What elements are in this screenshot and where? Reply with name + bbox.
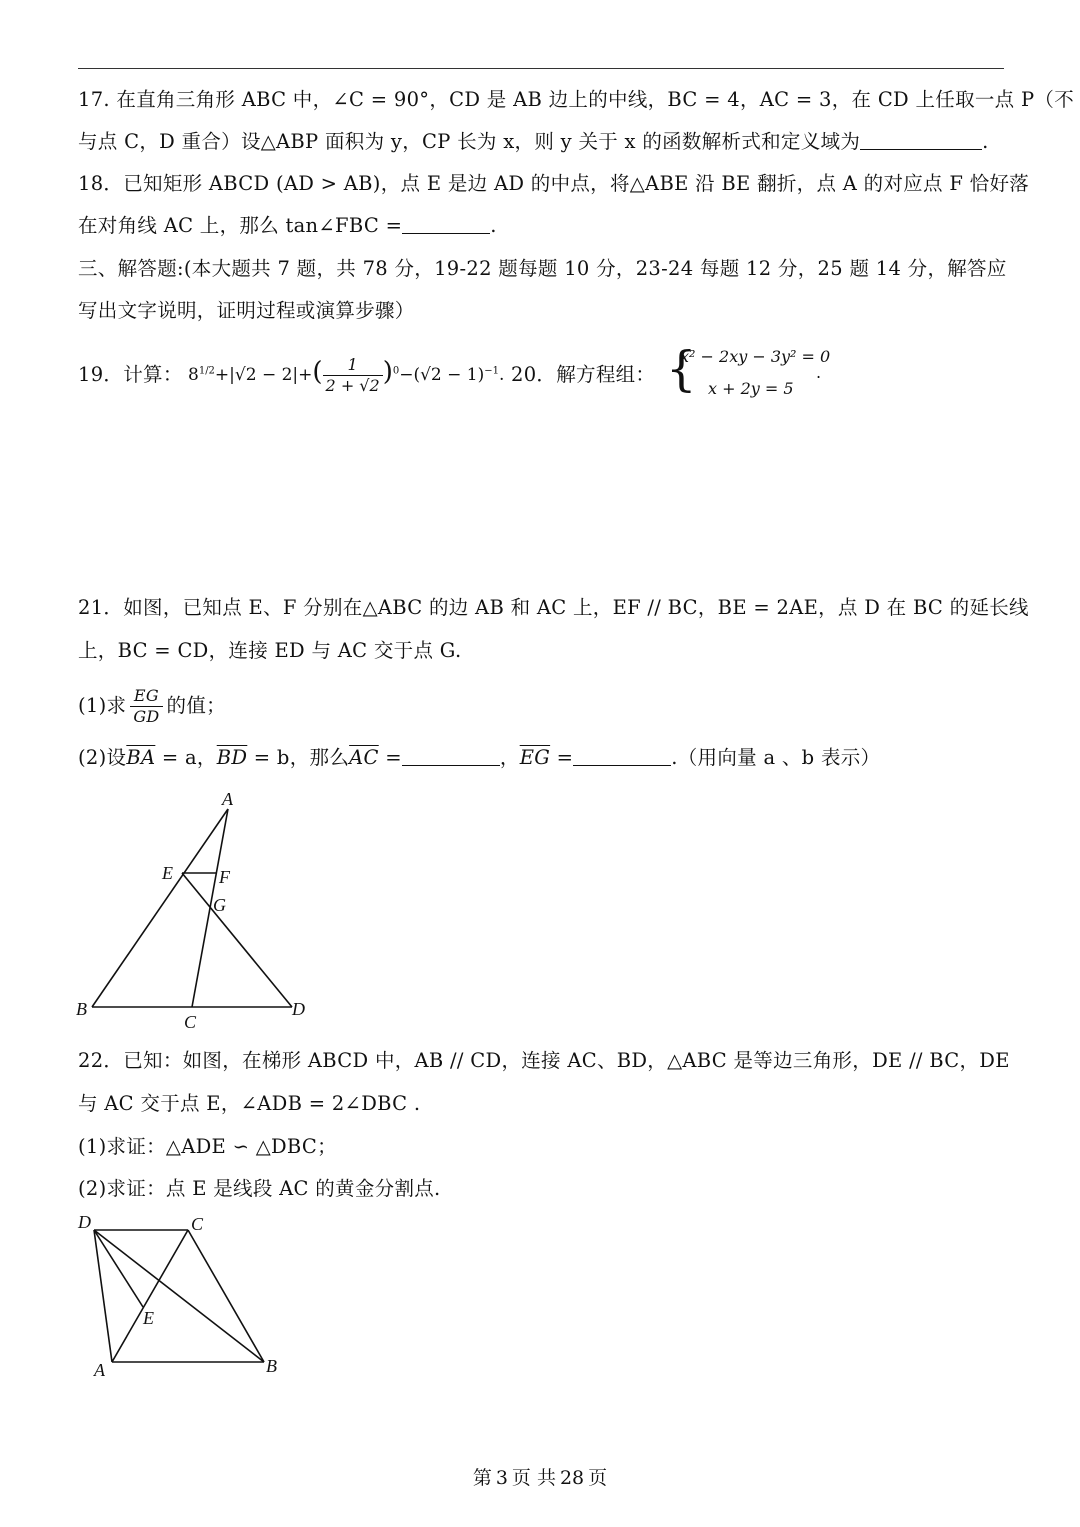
q21-eq-b: = b，那么 (253, 746, 350, 769)
q21-part2 (78, 745, 1004, 771)
q19-abs: +|√2 − 2|+ (214, 365, 313, 385)
q21-p1-den: GD (133, 707, 160, 726)
q19-frac-num: 1 (323, 355, 383, 376)
point-label-e: E (143, 1308, 154, 1328)
q18-line2 (78, 213, 1004, 239)
q19-tail: . (499, 365, 505, 385)
point-label-a: A (222, 789, 233, 809)
q21-part1 (78, 684, 1004, 728)
q19-frac-den: 2 + √2 (325, 376, 380, 395)
q19-expression: $8^{1/2}+|√2 - 2|+$( $\frac{1}{2 + √2}$ )$^0-(√2 - 1)^{-1}$. (188, 355, 505, 395)
section3-line2: 写出文字说明，证明过程或演算步骤） (78, 299, 415, 322)
q19-base: 8 (188, 365, 199, 385)
q21-eq-eg: = (556, 746, 574, 769)
point-label-b: B (76, 999, 87, 1019)
segment-cb (188, 1230, 264, 1362)
segment-ab (92, 809, 228, 1007)
point-label-a: A (94, 1360, 105, 1380)
point-label-b: B (266, 1356, 277, 1376)
q20-brace: { (666, 341, 697, 397)
q17-tail: . (982, 130, 989, 153)
footer-mid: 页 共 (511, 1467, 556, 1489)
q21-p2-suffix: .（用向量 a 、b 表示） (671, 746, 881, 769)
q22-line2: 与 AC 交于点 E，∠ADB = 2∠DBC . (78, 1092, 421, 1115)
vector-bd: $\overline{BD}$ (216, 746, 248, 769)
page-number: 3 (495, 1467, 508, 1489)
point-label-c: C (191, 1214, 204, 1234)
point-label-e: E (162, 863, 173, 883)
segment-db (94, 1230, 264, 1362)
q17-line1: 17. 在直角三角形 ABC 中，∠C = 90°，CD 是 AB 边上的中线，BC = 4，AC = 3，在 CD 上任取一点 P（不 (78, 88, 1074, 111)
q19-label: 19．计算： (78, 363, 183, 386)
point-label-d: D (292, 999, 305, 1019)
q20-tail: . (816, 363, 822, 382)
section3-line1: 三、解答题:(本大题共 7 题，共 78 分，19-22 题每题 10 分，23-24 每题 12 分，25 题 14 分，解答应 (78, 257, 1007, 280)
vector-eg: $\overline{EG}$ (519, 746, 551, 769)
vector-ac: $\overline{AC}$ (349, 746, 379, 769)
segment-de (94, 1230, 143, 1307)
q21-p2-prefix: (2)设 (78, 746, 127, 769)
q21-sep: ， (499, 746, 520, 769)
q21-p1-suffix: 的值； (166, 694, 226, 717)
segment-ed (182, 873, 292, 1007)
q17-line2 (78, 129, 1004, 155)
q20-eq2: x + 2y = 5 (708, 379, 794, 398)
q21-figure (70, 785, 330, 1035)
point-label-g: G (213, 895, 226, 915)
q17-answer-blank[interactable] (860, 131, 982, 150)
q19-paren: −(√2 − 1) (399, 365, 485, 385)
q21-eg-blank[interactable] (573, 747, 671, 766)
q21-line2: 上，BC = CD，连接 ED 与 AC 交于点 G. (78, 639, 462, 662)
segment-da (94, 1230, 112, 1362)
q22-figure (70, 1208, 290, 1388)
q20-label: 20．解方程组： (511, 363, 656, 386)
q21-p1-prefix: (1)求 (78, 694, 127, 717)
point-label-d: D (78, 1212, 91, 1232)
vector-ba: $\overline{BA}$ (126, 746, 156, 769)
q18-line1: 18．已知矩形 ABCD (AD > AB)，点 E 是边 AD 的中点，将△ABE 沿 BE 翻折，点 A 的对应点 F 恰好落 (78, 172, 1030, 195)
q18-tail: . (490, 214, 497, 237)
header-rule (78, 68, 1004, 69)
segment-ac (112, 1230, 188, 1362)
q22-part2: (2)求证：点 E 是线段 AC 的黄金分割点. (78, 1177, 441, 1200)
q21-eq-a: = a， (161, 746, 217, 769)
q21-eq-ac: = (385, 746, 402, 769)
q17-line2-text: 与点 C，D 重合）设△ABP 面积为 y，CP 长为 x，则 y 关于 x 的函数解析式和定义域为 (78, 130, 861, 153)
page-total: 28 (559, 1467, 585, 1489)
footer-pre: 第 (472, 1467, 492, 1489)
q21-ac-blank[interactable] (402, 747, 500, 766)
q21-p1-num: EG (130, 686, 162, 707)
point-label-f: F (219, 867, 230, 887)
footer-post: 页 (588, 1467, 608, 1489)
q22-part1: (1)求证：△ADE ∽ △DBC； (78, 1135, 337, 1158)
page-footer (0, 1463, 1080, 1490)
q19-exp-a: 1/2 (198, 365, 215, 377)
q18-answer-blank[interactable] (402, 215, 490, 234)
q19-exp-b: 0 (392, 365, 400, 377)
point-label-c: C (184, 1012, 197, 1032)
q19-exp-c: −1 (484, 365, 499, 377)
q22-line1: 22．已知：如图，在梯形 ABCD 中，AB // CD，连接 AC、BD，△ABC 是等边三角形，DE // BC，DE (78, 1049, 1010, 1072)
q20-eq1: x² − 2xy − 3y² = 0 (680, 347, 831, 366)
q18-line2-text: 在对角线 AC 上，那么 tan∠FBC = (78, 214, 403, 237)
q21-line1: 21．如图，已知点 E、F 分别在△ABC 的边 AB 和 AC 上，EF // BC，BE = 2AE，点 D 在 BC 的延长线 (78, 596, 1029, 619)
